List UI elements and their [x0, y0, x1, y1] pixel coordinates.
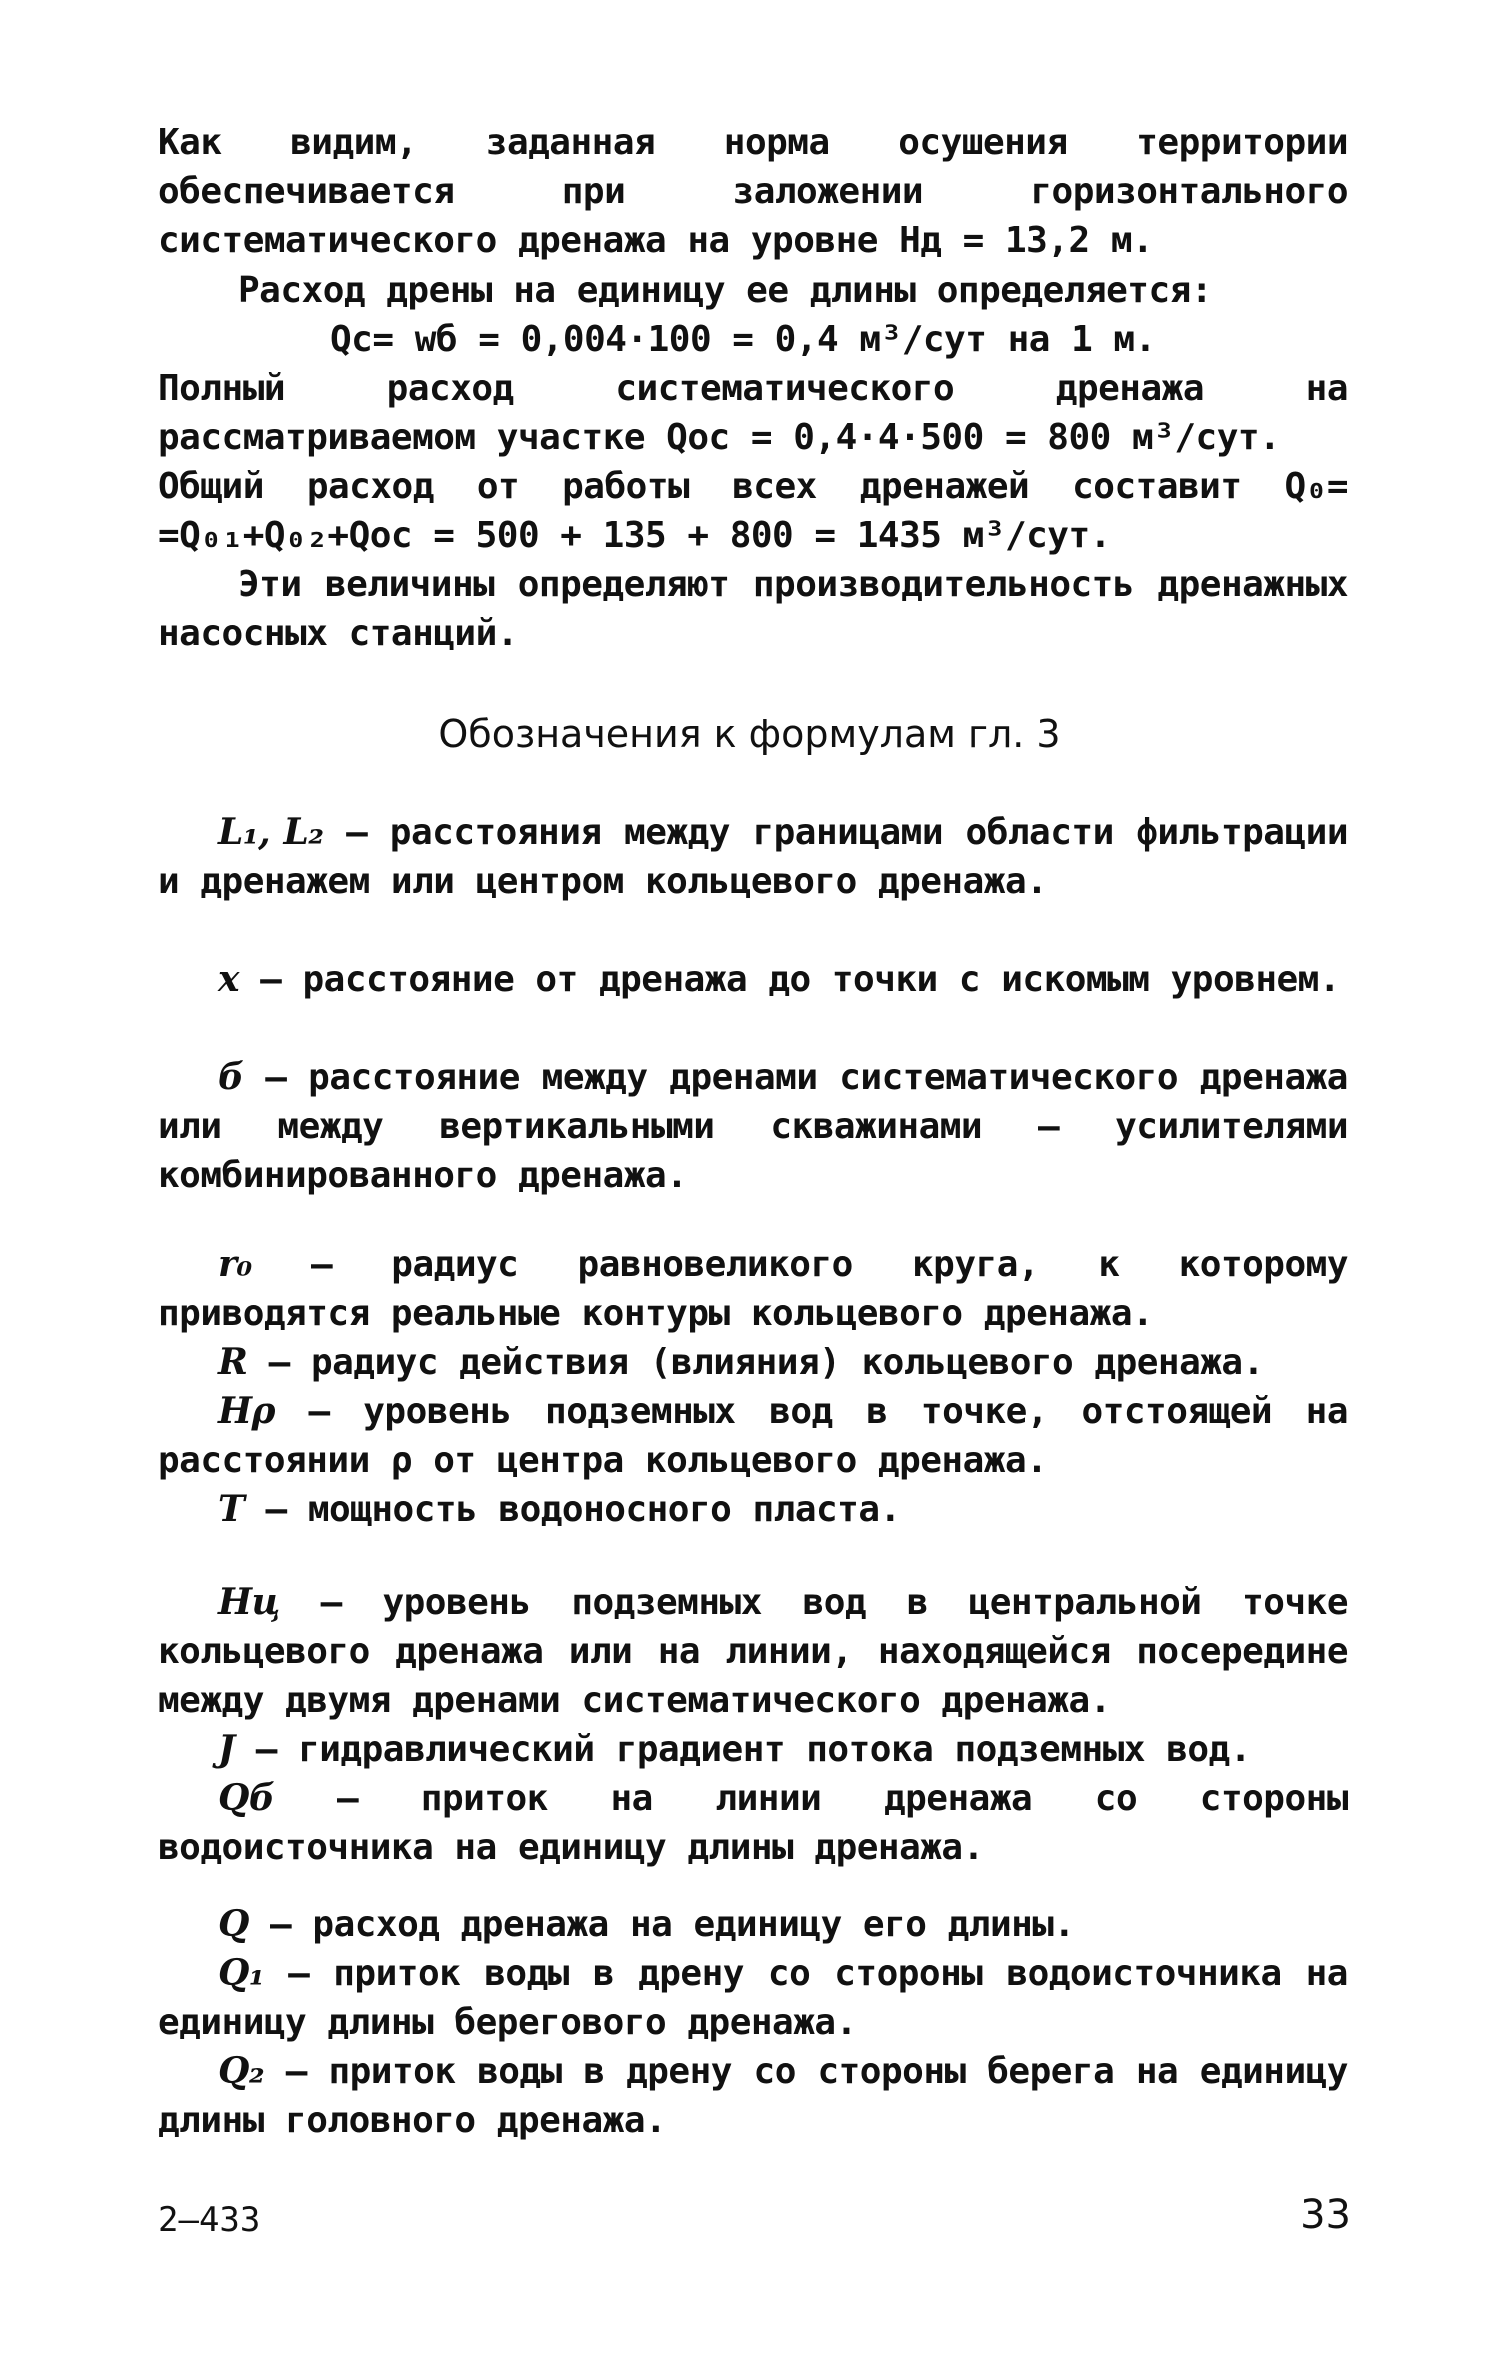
signature-code: 2–433 [158, 2200, 261, 2240]
section-heading: Обозначения к формулам гл. 3 [438, 712, 1061, 756]
symbol-Q: Q [218, 1903, 249, 1945]
definition-x [158, 955, 1348, 1004]
definition-Q2 [158, 2047, 1348, 2145]
symbol-L1-L2: L₁, L₂ [218, 811, 324, 853]
intro-paragraph-4: Общий расход от работы всех дренажей составит Q₀= =Q₀₁+Q₀₂+Qос = 500 + 135 + 800 = 1435 м³/сут. [158, 466, 1348, 556]
definition-b [158, 1053, 1348, 1200]
symbol-x: x [218, 958, 239, 1000]
definition-J [158, 1725, 1348, 1774]
definition-text: – расход дренажа на единицу его длины. [270, 1904, 1075, 1945]
definition-text: – гидравлический градиент потока подземных вод. [255, 1729, 1251, 1770]
definition-H-center [158, 1578, 1348, 1725]
definition-text: – приток воды в дрену со стороны берега на единицу длины головного дренажа. [158, 2051, 1348, 2141]
definition-text: – расстояние между дренами систематического дренажа или между вертикальными скважинами – усилителями комбинированного дренажа. [158, 1057, 1348, 1196]
symbol-r0: r₀ [218, 1243, 252, 1285]
definition-r0 [158, 1240, 1348, 1338]
definition-text: – приток на линии дренажа со стороны водоисточника на единицу длины дренажа. [158, 1778, 1348, 1868]
definition-Q1 [158, 1949, 1348, 2047]
definition-text: – расстояние от дренажа до точки с искомым уровнем. [260, 959, 1341, 1000]
symbol-Q1: Q₁ [218, 1952, 265, 1994]
formula-drain-flow: Qс= wб = 0,004·100 = 0,4 м³/сут на 1 м. [330, 319, 1156, 360]
definition-text: – расстояния между границами области фильтрации и дренажем или центром кольцевого дренажа. [158, 812, 1348, 902]
symbol-H-center: Hц [218, 1581, 280, 1623]
definition-text: – уровень подземных вод в точке, отстоящей на расстоянии ρ от центра кольцевого дренажа. [158, 1391, 1348, 1481]
definition-text: – радиус равновеликого круга, к которому приводятся реальные контуры кольцевого дренажа. [158, 1244, 1348, 1334]
definition-T [158, 1485, 1348, 1534]
definition-text: – уровень подземных вод в центральной точке кольцевого дренажа или на линии, находящейся посередине между двумя дренами систематического дренажа. [158, 1582, 1348, 1721]
symbol-b: б [218, 1056, 244, 1098]
intro-paragraph-2: Расход дрены на единицу ее длины определяется: [238, 270, 1212, 311]
definition-text: – радиус действия (влияния) кольцевого дренажа. [268, 1342, 1264, 1383]
intro-paragraph-3: Полный расход систематического дренажа на рассматриваемом участке Qос = 0,4·4·500 = 800 м³/сут. [158, 368, 1348, 458]
symbol-T: T [218, 1488, 245, 1530]
intro-paragraph-1: Как видим, заданная норма осушения территории обеспечивается при заложении горизонтального систематического дренажа на уровне Hд = 13,2 м. [158, 122, 1348, 261]
definition-L1-L2 [158, 808, 1348, 906]
symbol-Q2: Q₂ [218, 2050, 265, 2092]
symbol-H-rho: Hρ [218, 1390, 275, 1432]
definition-H-rho [158, 1387, 1348, 1485]
definition-text: – мощность водоносного пласта. [265, 1489, 901, 1530]
intro-paragraph-5: Эти величины определяют производительность дренажных насосных станций. [158, 564, 1348, 654]
symbol-J: J [218, 1728, 235, 1770]
definition-text: – приток воды в дрену со стороны водоисточника на единицу длины берегового дренажа. [158, 1953, 1348, 2043]
symbol-Qb: Qб [218, 1777, 275, 1819]
definition-R [158, 1338, 1348, 1387]
definition-Q [158, 1900, 1348, 1949]
definition-Qb [158, 1774, 1348, 1872]
page-number: 33 [1300, 2192, 1351, 2238]
symbol-R: R [218, 1341, 248, 1383]
